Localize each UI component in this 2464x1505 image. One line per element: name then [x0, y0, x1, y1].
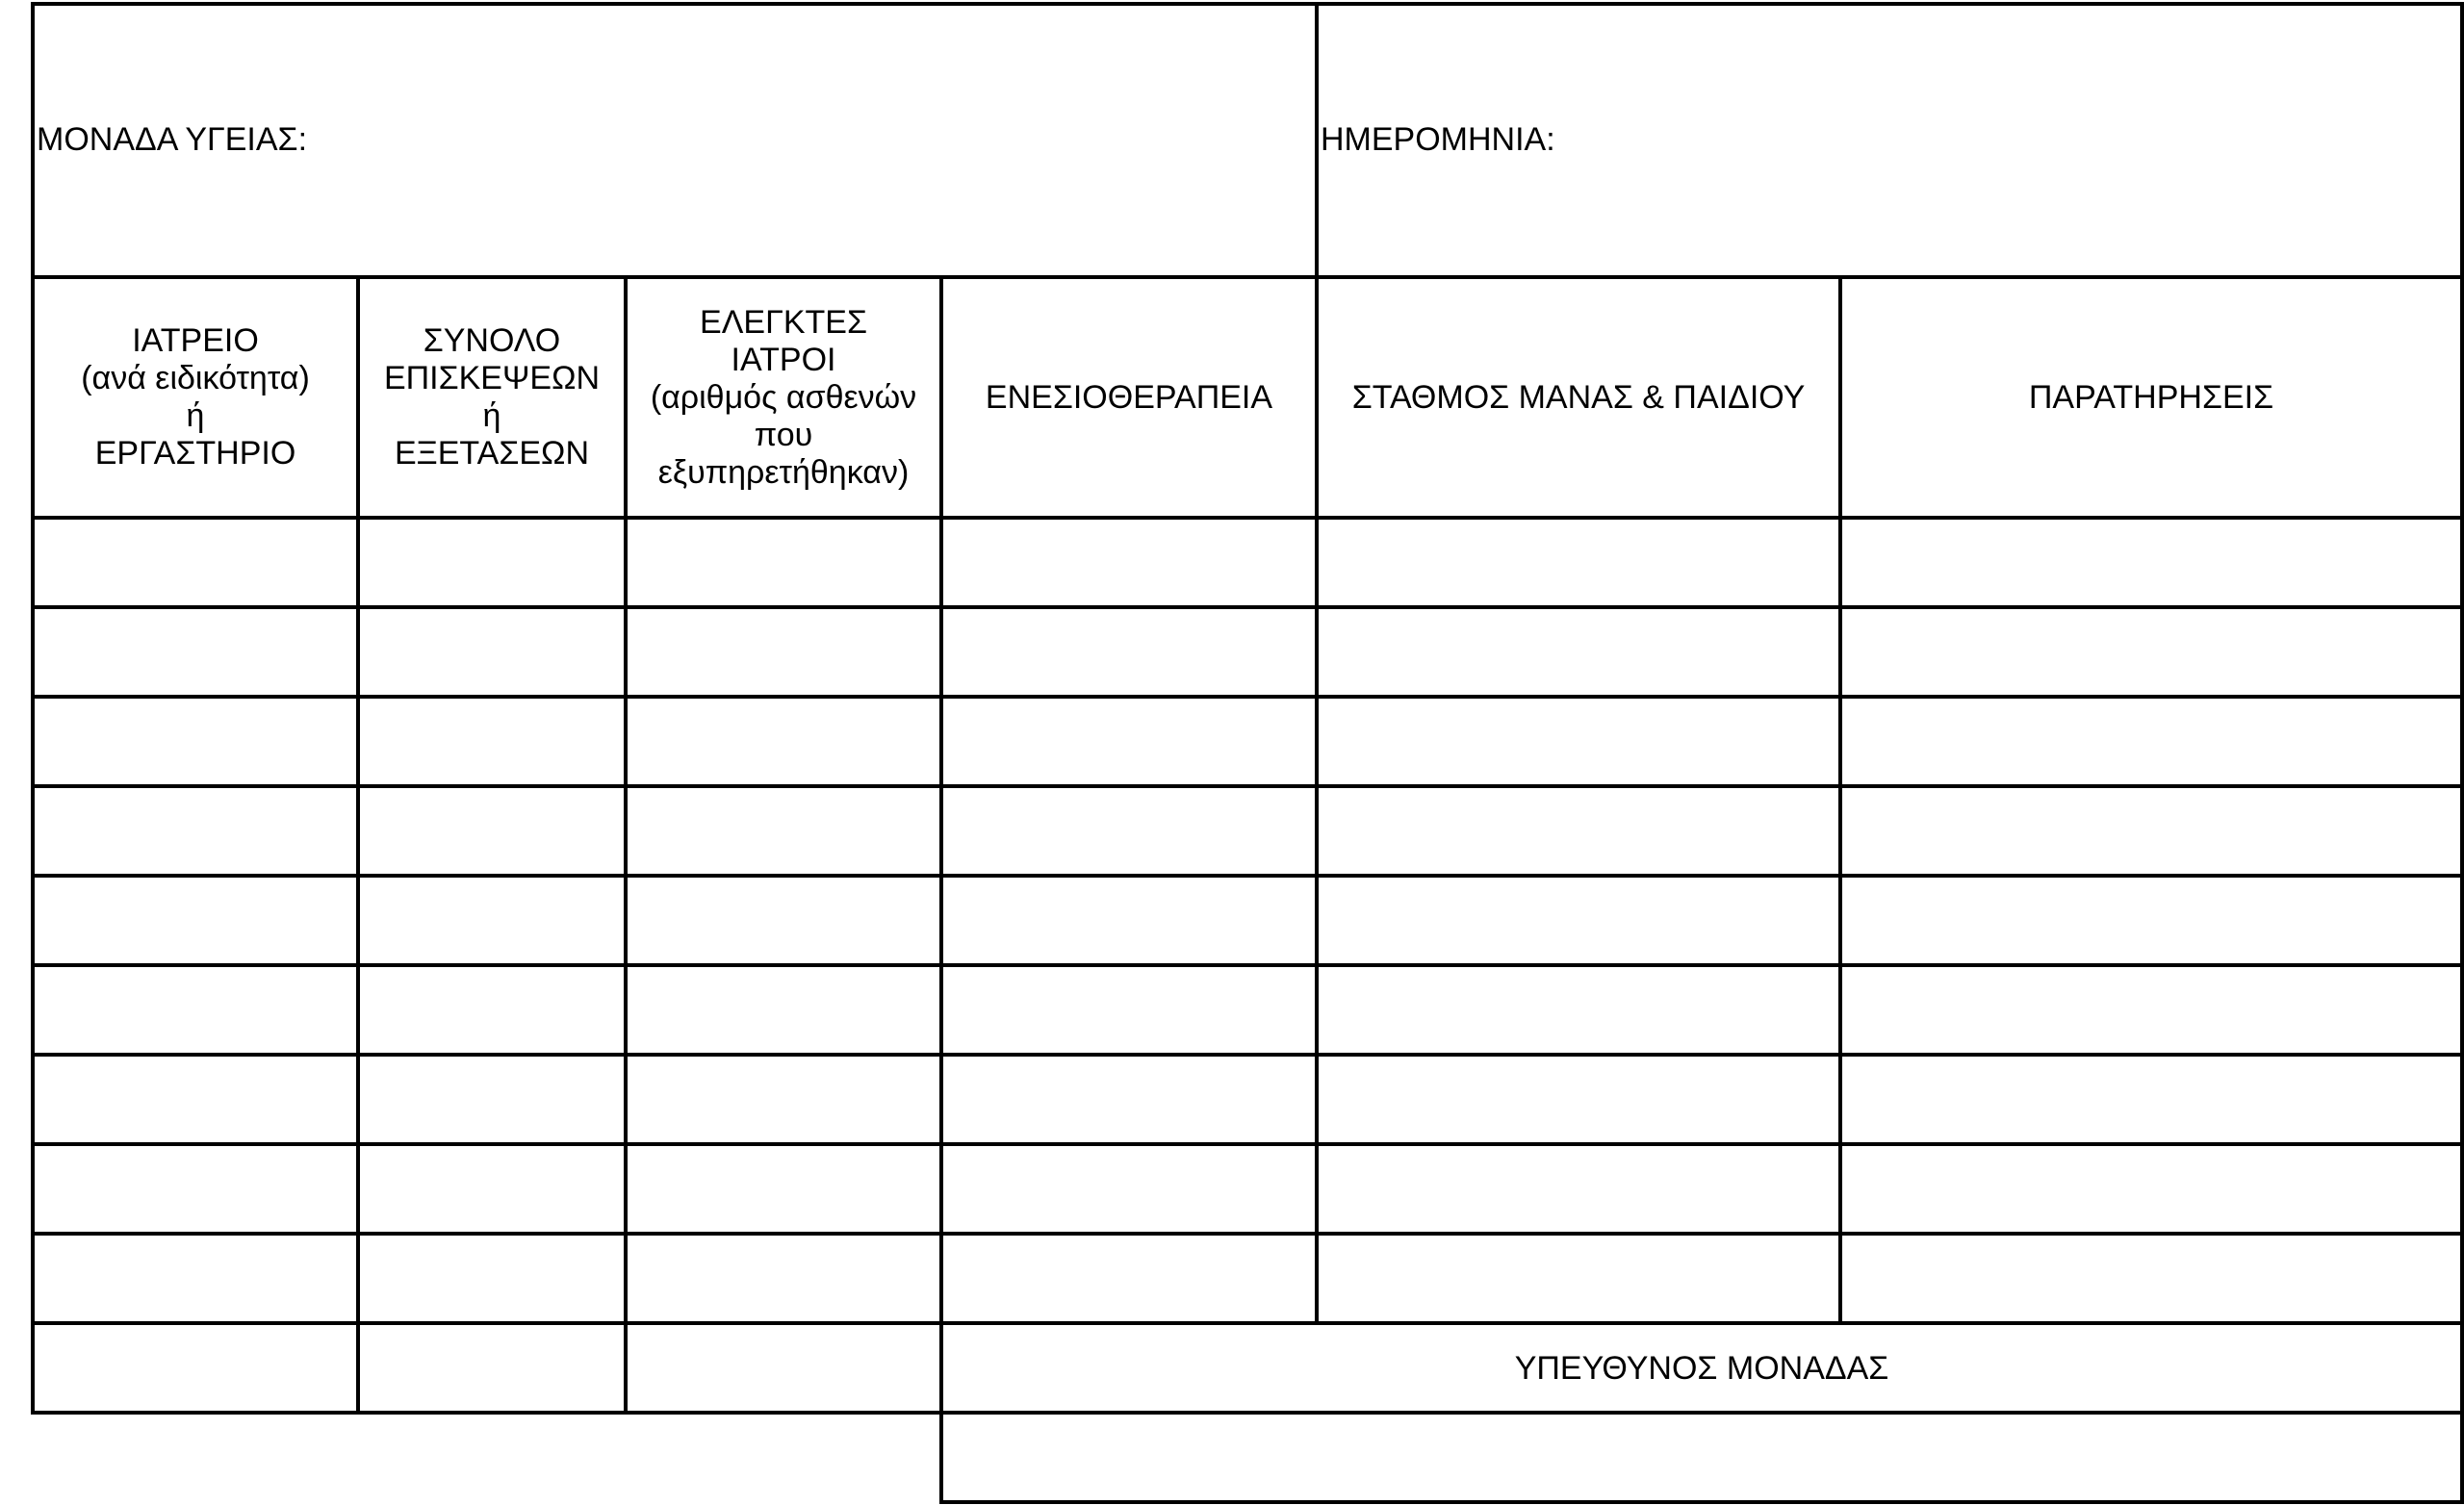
table-cell[interactable] [1842, 609, 2456, 695]
column-divider [1838, 275, 1842, 1325]
header-remarks: ΠΑΡΑΤΗΡΗΣΕΙΣ [2028, 378, 2274, 416]
unit-field[interactable] [35, 4, 1315, 275]
header-clinic [33, 279, 358, 516]
table-cell[interactable] [943, 699, 1315, 784]
table-cell[interactable] [943, 788, 1315, 874]
date-field[interactable] [1321, 4, 2460, 275]
table-cell[interactable] [1842, 967, 2456, 1053]
table-cell[interactable] [628, 878, 939, 963]
row-line [31, 1142, 2464, 1146]
table-cell[interactable] [360, 1325, 624, 1411]
table-cell[interactable] [360, 1236, 624, 1321]
table-cell[interactable] [943, 609, 1315, 695]
table-cell[interactable] [1842, 1146, 2456, 1232]
table-cell[interactable] [35, 520, 356, 605]
table-cell[interactable] [360, 520, 624, 605]
header-clinic-line: (ανά ειδικότητα) [81, 360, 310, 396]
table-cell[interactable] [628, 1146, 939, 1232]
table-cell[interactable] [1319, 1057, 1838, 1142]
table-cell[interactable] [1842, 1236, 2456, 1321]
row-line [31, 1232, 2464, 1236]
row-line [31, 1411, 2464, 1415]
header-mother-child-station: ΣΤΑΘΜΟΣ ΜΑΝΑΣ & ΠΑΙΔΙΟΥ [1351, 378, 1806, 416]
row-line [31, 695, 2464, 699]
header-clinic-line: ή [186, 397, 205, 434]
table-cell[interactable] [1842, 699, 2456, 784]
header-inspecting-doctors-line: εξυπηρετήθηκαν) [657, 453, 910, 491]
table-cell[interactable] [943, 1146, 1315, 1232]
row-line [31, 1053, 2464, 1057]
border-left [31, 2, 35, 1415]
border-right [2460, 2, 2464, 1504]
header-inspecting-doctors [626, 279, 941, 516]
table-cell[interactable] [943, 967, 1315, 1053]
row-line [31, 963, 2464, 967]
table-cell[interactable] [628, 967, 939, 1053]
header-total-visits-line: ΕΞΕΤΑΣΕΩΝ [394, 435, 590, 472]
responsible-label: ΥΠΕΥΘΥΝΟΣ ΜΟΝΑΔΑΣ [1514, 1349, 1889, 1387]
header-inspecting-doctors-line: (αριθμός ασθενών [650, 378, 917, 416]
table-cell[interactable] [360, 1146, 624, 1232]
table-cell[interactable] [1319, 609, 1838, 695]
table-cell[interactable] [628, 788, 939, 874]
header-injection-therapy: ΕΝΕΣΙΟΘΕΡΑΠΕΙΑ [985, 378, 1273, 416]
date-label: ΗΜΕΡΟΜΗΝΙΑ: [1321, 121, 1555, 158]
table-cell[interactable] [1319, 878, 1838, 963]
border-header-bottom [31, 516, 2464, 520]
header-inspecting-doctors-line: που [754, 416, 813, 453]
table-cell[interactable] [1319, 1146, 1838, 1232]
header-total-visits [358, 279, 626, 516]
table-cell[interactable] [943, 1057, 1315, 1142]
row-line [31, 874, 2464, 878]
row-line [31, 605, 2464, 609]
table-cell[interactable] [35, 699, 356, 784]
header-inspecting-doctors-line: ΕΛΕΓΚΤΕΣ [700, 303, 867, 341]
table-cell[interactable] [1842, 520, 2456, 605]
table-cell[interactable] [1319, 967, 1838, 1053]
table-cell[interactable] [628, 1057, 939, 1142]
table-cell[interactable] [35, 1146, 356, 1232]
border-bottom-signature [941, 1500, 2464, 1504]
table-cell[interactable] [360, 699, 624, 784]
border-header-top [31, 275, 2464, 279]
table-cell[interactable] [360, 788, 624, 874]
table-cell[interactable] [628, 1325, 939, 1411]
table-cell[interactable] [35, 1236, 356, 1321]
table-cell[interactable] [628, 1236, 939, 1321]
column-divider [1315, 2, 1319, 1325]
table-cell[interactable] [1842, 878, 2456, 963]
table-cell[interactable] [35, 878, 356, 963]
table-cell[interactable] [360, 878, 624, 963]
header-total-visits-line: ή [482, 397, 501, 434]
table-cell[interactable] [1319, 520, 1838, 605]
table-cell[interactable] [628, 699, 939, 784]
responsible-signature-field[interactable] [945, 1415, 2462, 1501]
table-cell[interactable] [35, 1325, 356, 1411]
table-cell[interactable] [1842, 788, 2456, 874]
border-top [31, 2, 2464, 6]
table-cell[interactable] [35, 967, 356, 1053]
table-cell[interactable] [1319, 788, 1838, 874]
header-inspecting-doctors-line: ΙΑΤΡΟΙ [731, 341, 836, 378]
table-cell[interactable] [1319, 699, 1838, 784]
unit-label: ΜΟΝΑΔΑ ΥΓΕΙΑΣ: [37, 121, 308, 158]
table-cell[interactable] [35, 609, 356, 695]
table-cell[interactable] [360, 609, 624, 695]
table-cell[interactable] [943, 878, 1315, 963]
header-total-visits-line: ΕΠΙΣΚΕΨΕΩΝ [383, 360, 601, 396]
row-line [31, 1321, 2464, 1325]
column-divider [624, 275, 628, 1415]
table-cell[interactable] [1319, 1236, 1838, 1321]
row-line [31, 784, 2464, 788]
table-cell[interactable] [360, 1057, 624, 1142]
table-cell[interactable] [943, 1236, 1315, 1321]
header-clinic-line: ΕΡΓΑΣΤΗΡΙΟ [94, 435, 296, 472]
table-cell[interactable] [360, 967, 624, 1053]
table-cell[interactable] [628, 609, 939, 695]
header-clinic-line: ΙΑΤΡΕΙΟ [132, 322, 259, 359]
header-total-visits-line: ΣΥΝΟΛΟ [423, 322, 561, 359]
table-cell[interactable] [1842, 1057, 2456, 1142]
table-cell[interactable] [35, 788, 356, 874]
table-cell[interactable] [628, 520, 939, 605]
column-divider [939, 275, 943, 1504]
table-cell[interactable] [943, 520, 1315, 605]
table-cell[interactable] [35, 1057, 356, 1142]
column-divider [356, 275, 360, 1415]
